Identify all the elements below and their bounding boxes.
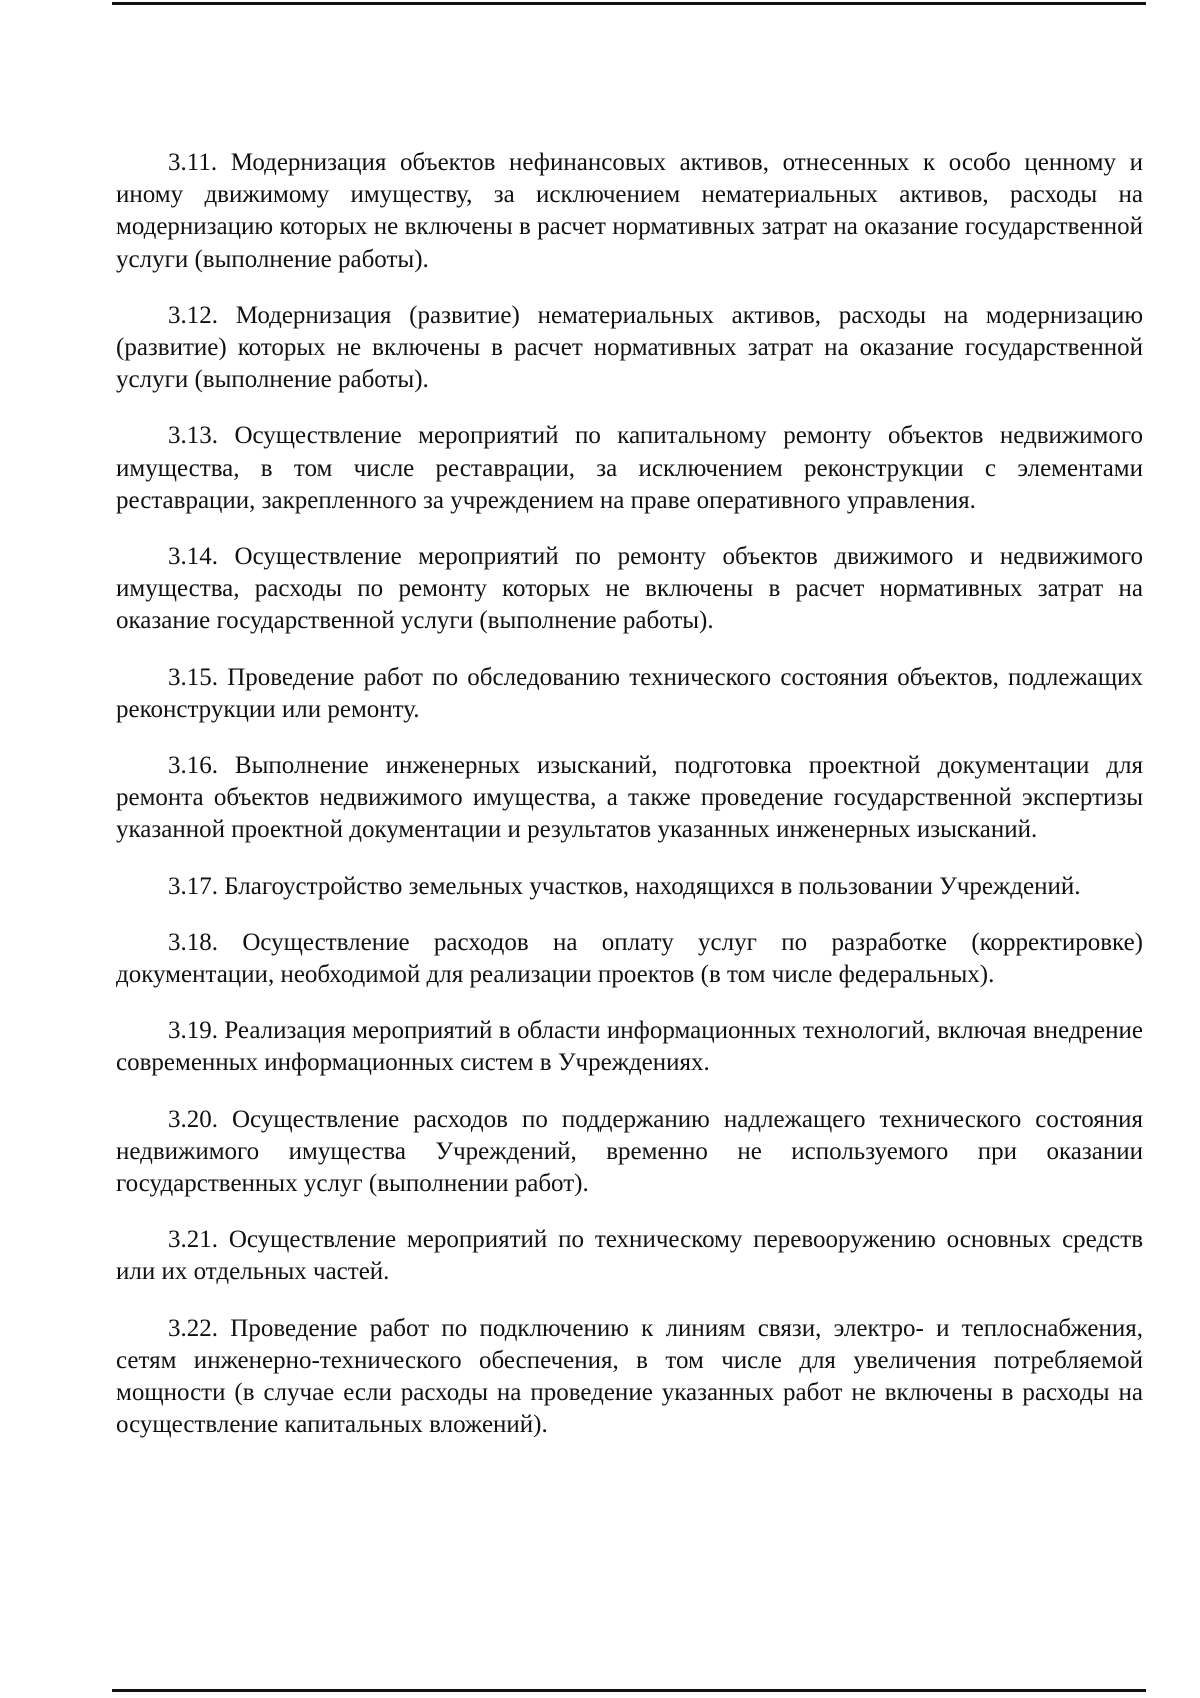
paragraph-3-14: 3.14. Осуществление мероприятий по ремонту объектов движимого и недвижимого имущества, расходы по ремонту которых не включены в расчет нормативных затрат на оказание государственной услуги (выполнение работы). <box>116 543 1143 635</box>
paragraph-3-20: 3.20. Осуществление расходов по поддержанию надлежащего технического состояния недвижимого имущества Учреждений, временно не используемого при оказании государственных услуг (выполнении работ). <box>116 1105 1143 1198</box>
top-rule <box>112 2 1146 5</box>
bottom-rule <box>112 1689 1146 1692</box>
paragraph-3-22: 3.22. Проведение работ по подключению к линиям связи, электро- и теплоснабжения, сетям инженерно-технического обеспечения, в том числе для увеличения потребляемой мощности (в случае если расходы на проведение указанных работ не включены в расходы на осуществление капитальных вложений). <box>116 1314 1143 1439</box>
paragraph-3-15: 3.15. Проведение работ по обследованию технического состояния объектов, подлежащих реконструкции или ремонту. <box>116 663 1143 723</box>
paragraph-3-11: 3.11. Модернизация объектов нефинансовых активов, отнесенных к особо ценному и иному движимому имуществу, за исключением нематериальных активов, расходы на модернизацию которых не включены в расчет нормативных затрат на оказание государственной услуги (выполнение работы). <box>116 149 1143 273</box>
paragraph-3-21: 3.21. Осуществление мероприятий по техническому перевооружению основных средств или их отдельных частей. <box>116 1226 1143 1286</box>
paragraph-3-18: 3.18. Осуществление расходов на оплату услуг по разработке (корректировке) документации, необходимой для реализации проектов (в том числе федеральных). <box>116 928 1143 989</box>
paragraph-3-17: 3.17. Благоустройство земельных участков, находящихся в пользовании Учреждений. <box>168 872 1081 900</box>
paragraph-3-12: 3.12. Модернизация (развитие) нематериальных активов, расходы на модернизацию (развитие) которых не включены в расчет нормативных затрат на оказание государственной услуги (выполнение работы). <box>116 301 1143 394</box>
paragraph-3-16: 3.16. Выполнение инженерных изысканий, подготовка проектной документации для ремонта объектов недвижимого имущества, а также проведение государственной экспертизы указанной проектной документации и результатов указанных инженерных изысканий. <box>116 752 1143 844</box>
paragraph-3-13: 3.13. Осуществление мероприятий по капитальному ремонту объектов недвижимого имущества, в том числе реставрации, за исключением реконструкции с элементами реставрации, закрепленного за учреждением на праве оперативного управления. <box>116 422 1143 514</box>
paragraph-3-19: 3.19. Реализация мероприятий в области информационных технологий, включая внедрение современных информационных систем в Учреждениях. <box>116 1017 1143 1077</box>
document-body <box>116 147 1143 1466</box>
